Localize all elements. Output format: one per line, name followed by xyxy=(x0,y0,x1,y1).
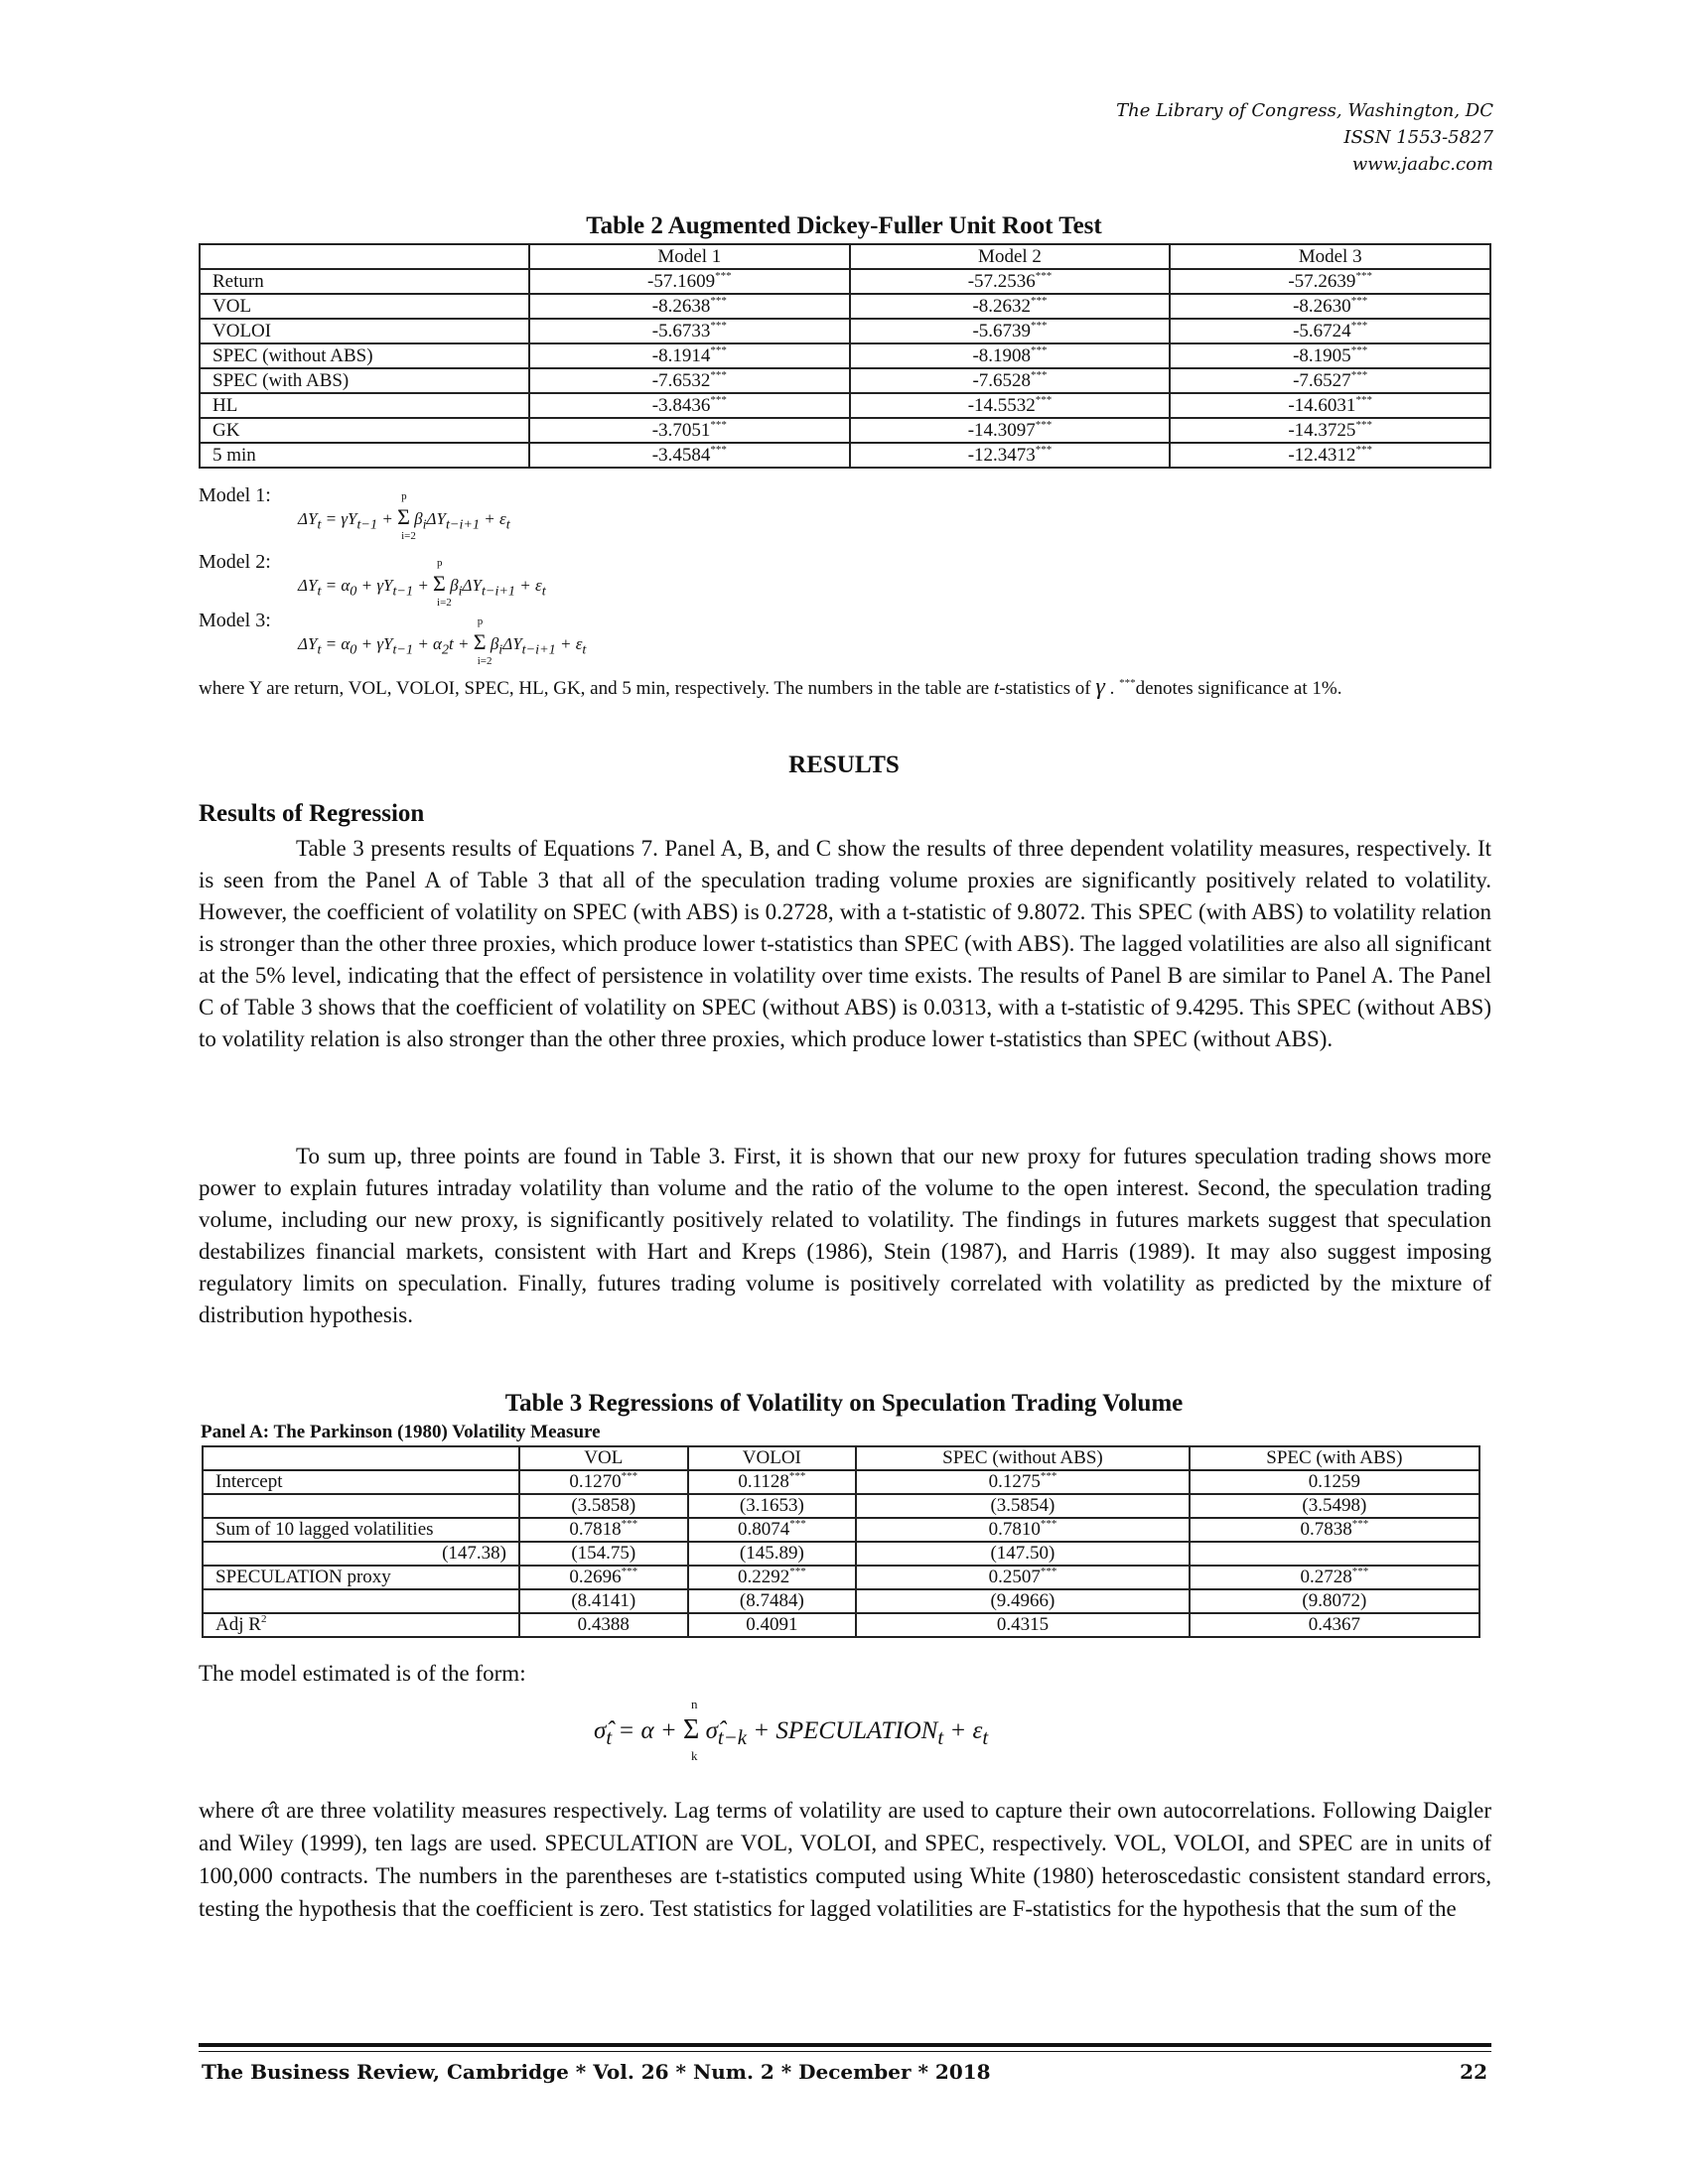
cell: -57.2639*** xyxy=(1170,269,1490,294)
row-label xyxy=(203,1589,519,1613)
cell: -14.3097*** xyxy=(850,418,1171,443)
cell: 0.4091 xyxy=(688,1613,857,1637)
cell: -3.7051*** xyxy=(529,418,850,443)
cell: 0.1128*** xyxy=(688,1470,857,1494)
cell: -8.2630*** xyxy=(1170,294,1490,319)
header-library: The Library of Congress, Washington, DC xyxy=(1116,100,1493,121)
table-row xyxy=(203,1518,1479,1542)
table-row xyxy=(203,1542,1479,1566)
table3-col-header: VOLOI xyxy=(688,1446,857,1470)
table-row xyxy=(200,418,1490,443)
model1-equation: $\Delta Y_t = \gamma Y_{t-1} + \Sigma$ p i=2 $\beta_i\Delta Y_{t-i+1} + \varepsilon_t$ xyxy=(298,490,510,542)
table2-header-row xyxy=(200,244,1490,269)
cell: 0.4388 xyxy=(519,1613,688,1637)
cell: -14.3725*** xyxy=(1170,418,1490,443)
model3-label: Model 3: xyxy=(199,610,271,631)
footer-rule xyxy=(199,2043,1491,2047)
cell: -3.4584*** xyxy=(529,443,850,468)
row-label: VOLOI xyxy=(200,319,529,343)
cell: (8.7484) xyxy=(688,1589,857,1613)
cell: (9.4966) xyxy=(856,1589,1190,1613)
cell: 0.1259 xyxy=(1190,1470,1479,1494)
cell: -5.6733*** xyxy=(529,319,850,343)
model2-equation: $\Delta Y_t = \alpha_0 + \gamma Y_{t-1} + \Sigma$ p i=2 $\beta_i\Delta Y_{t-i+1} + \varepsilon_t$ xyxy=(298,557,546,609)
table2-col-header: Model 2 xyxy=(850,244,1171,269)
cell: (154.75) xyxy=(519,1542,688,1566)
cell: -8.1908*** xyxy=(850,343,1171,368)
cell: -57.1609*** xyxy=(529,269,850,294)
table2-col-header: Model 1 xyxy=(529,244,850,269)
row-label: 5 min xyxy=(200,443,529,468)
table3 xyxy=(202,1445,1480,1638)
table-row xyxy=(200,368,1490,393)
cell: 0.1275*** xyxy=(856,1470,1190,1494)
cell: 0.2507*** xyxy=(856,1566,1190,1589)
cell: 0.8074*** xyxy=(688,1518,857,1542)
cell: 0.4367 xyxy=(1190,1613,1479,1637)
journal-header xyxy=(1116,97,1493,178)
cell: -57.2536*** xyxy=(850,269,1171,294)
table-row xyxy=(200,294,1490,319)
table-row xyxy=(200,443,1490,468)
row-label: SPEC (without ABS) xyxy=(200,343,529,368)
row-label: SPEC (with ABS) xyxy=(200,368,529,393)
table-row xyxy=(200,269,1490,294)
cell: (145.89) xyxy=(688,1542,857,1566)
table3-header-row xyxy=(203,1446,1479,1470)
model1-label: Model 1: xyxy=(199,484,271,506)
cell: 0.1270*** xyxy=(519,1470,688,1494)
cell xyxy=(1190,1542,1479,1566)
cell: 0.2728*** xyxy=(1190,1566,1479,1589)
cell: 0.7818*** xyxy=(519,1518,688,1542)
page-number: 22 xyxy=(1460,2060,1487,2084)
footer-journal: The Business Review, Cambridge * Vol. 26 * Num. 2 * December * 2018 xyxy=(202,2060,991,2084)
table2-title: Table 2 Augmented Dickey-Fuller Unit Root Test xyxy=(586,212,1102,239)
cell: -12.3473*** xyxy=(850,443,1171,468)
cell: 0.7838*** xyxy=(1190,1518,1479,1542)
cell: (3.1653) xyxy=(688,1494,857,1518)
cell: -7.6528*** xyxy=(850,368,1171,393)
table2-header-blank xyxy=(200,244,529,269)
table2-note: where Y are return, VOL, VOLOI, SPEC, HL, GK, and 5 min, respectively. The numbers in the table are t-statistics of γ . ***denotes significance at 1%. xyxy=(199,674,1342,700)
cell: -7.6532*** xyxy=(529,368,850,393)
header-issn: ISSN 1553-5827 xyxy=(1343,127,1493,148)
cell: (3.5854) xyxy=(856,1494,1190,1518)
table-row xyxy=(200,319,1490,343)
table-row xyxy=(200,343,1490,368)
cell: -8.1914*** xyxy=(529,343,850,368)
cell: -5.6739*** xyxy=(850,319,1171,343)
cell: 0.4315 xyxy=(856,1613,1190,1637)
row-label: VOL xyxy=(200,294,529,319)
model-form-text: The model estimated is of the form: xyxy=(199,1661,526,1686)
cell: -3.8436*** xyxy=(529,393,850,418)
cell: (9.8072) xyxy=(1190,1589,1479,1613)
cell: 0.2696*** xyxy=(519,1566,688,1589)
cell: (3.5858) xyxy=(519,1494,688,1518)
row-label: SPECULATION proxy xyxy=(203,1566,519,1589)
cell: -8.2632*** xyxy=(850,294,1171,319)
cell: (8.4141) xyxy=(519,1589,688,1613)
cell: -5.6724*** xyxy=(1170,319,1490,343)
paragraph-3: where σ̂t are three volatility measures respectively. Lag terms of volatility are used to capture their own autocorrelations. Following Daigler and Wiley (1999), ten lags are used. SPECULATION are VOL, VOLOI, and SPEC, respectively. VOL, VOLOI, and SPEC are in units of 100,000 contracts. The numbers in the parentheses are t-statistics computed using White (1980) heteroscedastic consistent standard errors, testing the hypothesis that the coefficient is zero. Test statistics for lagged volatilities are F-statistics for the hypothesis that the sum of the xyxy=(199,1798,1491,1921)
row-label: Adj $R^2$ xyxy=(203,1613,519,1637)
paragraph-2: To sum up, three points are found in Table 3. First, it is shown that our new proxy for futures speculation trading shows more power to explain futures intraday volatility than volume and the ratio of the volume to the open interest. Second, the speculation trading volume, including our new proxy, is significantly positively related to volatility. The findings in futures markets suggest that speculation destabilizes financial markets, consistent with Hart and Kreps (1986), Stein (1987), and Harris (1989). It may also suggest imposing regulatory limits on speculation. Finally, futures trading volume is positively correlated with volatility as predicted by the mixture of distribution hypothesis. xyxy=(199,1144,1491,1327)
table3-col-header: VOL xyxy=(519,1446,688,1470)
cell: -14.6031*** xyxy=(1170,393,1490,418)
cell: 0.2292*** xyxy=(688,1566,857,1589)
header-website: www.jaabc.com xyxy=(1351,154,1493,175)
table2 xyxy=(199,243,1491,469)
table-row xyxy=(203,1470,1479,1494)
cell: (147.38) xyxy=(203,1542,519,1566)
row-label: Intercept xyxy=(203,1470,519,1494)
cell: (3.5498) xyxy=(1190,1494,1479,1518)
row-label: HL xyxy=(200,393,529,418)
model2-label: Model 2: xyxy=(199,551,271,573)
table3-col-header: SPEC (with ABS) xyxy=(1190,1446,1479,1470)
cell: (147.50) xyxy=(856,1542,1190,1566)
row-label: Return xyxy=(200,269,529,294)
subheading: Results of Regression xyxy=(199,800,425,827)
results-heading: RESULTS xyxy=(788,751,900,778)
row-label: Sum of 10 lagged volatilities xyxy=(203,1518,519,1542)
table-row xyxy=(203,1494,1479,1518)
table2-col-header: Model 3 xyxy=(1170,244,1490,269)
cell: -8.1905*** xyxy=(1170,343,1490,368)
cell: -7.6527*** xyxy=(1170,368,1490,393)
cell: 0.7810*** xyxy=(856,1518,1190,1542)
table-row xyxy=(200,393,1490,418)
footer-rule-thin xyxy=(199,2051,1491,2052)
table-row xyxy=(203,1613,1479,1637)
row-label: GK xyxy=(200,418,529,443)
table3-title: Table 3 Regressions of Volatility on Speculation Trading Volume xyxy=(504,1390,1184,1417)
table3-header-blank xyxy=(203,1446,519,1470)
table-row xyxy=(203,1589,1479,1613)
cell: -8.2638*** xyxy=(529,294,850,319)
cell: -14.5532*** xyxy=(850,393,1171,418)
cell: -12.4312*** xyxy=(1170,443,1490,468)
model3-equation: $\Delta Y_t = \alpha_0 + \gamma Y_{t-1} + \alpha_2t + \Sigma$ p i=2 $\beta_i\Delta Y_{t-i+1} + \varepsilon_t$ xyxy=(298,615,587,667)
table3-panel-label: Panel A: The Parkinson (1980) Volatility Measure xyxy=(201,1422,601,1442)
row-label xyxy=(203,1494,519,1518)
regression-equation: $\sigmâ_t = \alpha + \Sigma$ n k $\sigmâ_{t-k}$ + $SPECULATION_t + \varepsilon_t$ xyxy=(594,1697,989,1763)
table-row xyxy=(203,1566,1479,1589)
table3-col-header: SPEC (without ABS) xyxy=(856,1446,1190,1470)
paragraph-1: Table 3 presents results of Equations 7. Panel A, B, and C show the results of three dependent volatility measures, respectively. It is seen from the Panel A of Table 3 that all of the speculation trading volume proxies are significantly positively related to volatility. However, the coefficient of volatility on SPEC (with ABS) is 0.2728, with a t-statistic of 9.8072. This SPEC (with ABS) to volatility relation is stronger than the other three proxies, which produce lower t-statistics than SPEC (with ABS). The lagged volatilities are also all significant at the 5% level, indicating that the effect of persistence in volatility over time exists. The results of Panel B are similar to Panel A. The Panel C of Table 3 shows that the coefficient of volatility on SPEC (without ABS) is 0.0313, with a t-statistic of 9.4295. This SPEC (without ABS) to volatility relation is also stronger than the other three proxies, which produce lower t-statistics than SPEC (without ABS). xyxy=(199,836,1491,1051)
